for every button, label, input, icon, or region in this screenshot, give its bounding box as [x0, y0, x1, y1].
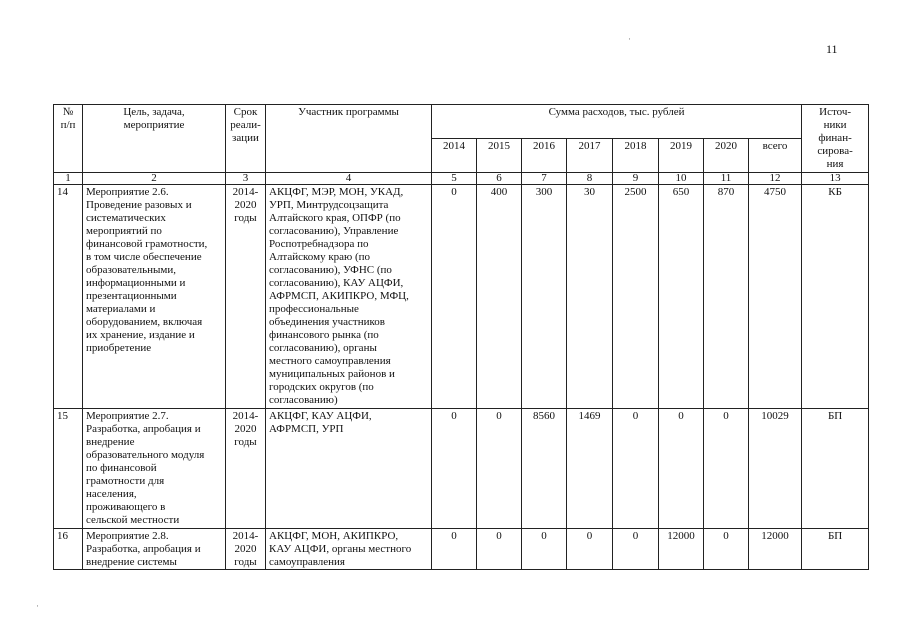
header-total: всего	[749, 138, 802, 172]
table-row	[54, 408, 869, 528]
index-cell: 6	[477, 172, 522, 185]
row-value: 400	[477, 185, 522, 408]
header-participant: Участник программы	[266, 105, 432, 173]
row-value: 0	[613, 528, 659, 570]
row-value: 870	[704, 185, 749, 408]
row-value: 0	[567, 528, 613, 570]
header-source: Источ- ники финан- сирова- ния	[802, 105, 869, 173]
scan-speck: ·	[36, 601, 39, 611]
row-num: 16	[54, 528, 83, 570]
row-value: 0	[432, 185, 477, 408]
row-source: БП	[802, 408, 869, 528]
index-row	[54, 172, 869, 185]
row-value: 0	[477, 528, 522, 570]
row-goal: Мероприятие 2.6. Проведение разовых и систематических мероприятий по финансовой грамотности, в том числе обеспечение образовательными, информационными и презентационными материалами и оборудованием, включая их хранение, издание и приобретение	[83, 185, 226, 408]
header-sum: Сумма расходов, тыс. рублей	[432, 105, 802, 139]
header-row	[54, 105, 869, 139]
row-total: 4750	[749, 185, 802, 408]
expenses-table	[53, 104, 869, 570]
page-number: 11	[826, 42, 838, 56]
scan-speck: ·	[628, 34, 631, 44]
table-row	[54, 528, 869, 570]
header-year: 2014	[432, 138, 477, 172]
row-participant: АКЦФГ, МЭР, МОН, УКАД, УРП, Минтрудсоцзащита Алтайского края, ОПФР (по согласованию), Управление Роспотребнадзора по Алтайскому краю (по согласованию), УФНС (по согласованию), КАУ АЦФИ, АФРМСП, АКИПКРО, МФЦ, профессиональные объединения участников финансового рынка (по согласованию), органы местного самоуправления муниципальных районов и городских округов (по согласованию)	[266, 185, 432, 408]
row-value: 12000	[659, 528, 704, 570]
row-num: 14	[54, 185, 83, 408]
row-total: 10029	[749, 408, 802, 528]
row-value: 1469	[567, 408, 613, 528]
header-num: № п/п	[54, 105, 83, 173]
header-year: 2018	[613, 138, 659, 172]
index-cell: 5	[432, 172, 477, 185]
index-cell: 12	[749, 172, 802, 185]
index-cell: 4	[266, 172, 432, 185]
row-value: 300	[522, 185, 567, 408]
row-value: 0	[704, 528, 749, 570]
row-value: 0	[659, 408, 704, 528]
row-goal: Мероприятие 2.7. Разработка, апробация и внедрение образовательного модуля по финансовой грамотности для населения, проживающего в сельской местности	[83, 408, 226, 528]
row-source: КБ	[802, 185, 869, 408]
index-cell: 7	[522, 172, 567, 185]
row-value: 8560	[522, 408, 567, 528]
row-value: 0	[522, 528, 567, 570]
header-year: 2016	[522, 138, 567, 172]
row-participant: АКЦФГ, КАУ АЦФИ, АФРМСП, УРП	[266, 408, 432, 528]
row-participant: АКЦФГ, МОН, АКИПКРО, КАУ АЦФИ, органы местного самоуправления	[266, 528, 432, 570]
row-term: 2014- 2020 годы	[226, 408, 266, 528]
row-value: 0	[477, 408, 522, 528]
header-term: Срок реали- зации	[226, 105, 266, 173]
index-cell: 9	[613, 172, 659, 185]
header-year: 2019	[659, 138, 704, 172]
row-value: 2500	[613, 185, 659, 408]
row-total: 12000	[749, 528, 802, 570]
row-term: 2014- 2020 годы	[226, 528, 266, 570]
row-term: 2014- 2020 годы	[226, 185, 266, 408]
header-year: 2017	[567, 138, 613, 172]
row-value: 30	[567, 185, 613, 408]
index-cell: 8	[567, 172, 613, 185]
row-goal: Мероприятие 2.8. Разработка, апробация и внедрение системы	[83, 528, 226, 570]
index-cell: 13	[802, 172, 869, 185]
row-num: 15	[54, 408, 83, 528]
header-goal: Цель, задача, мероприятие	[83, 105, 226, 173]
row-value: 0	[432, 528, 477, 570]
table-row	[54, 185, 869, 408]
row-value: 0	[432, 408, 477, 528]
index-cell: 10	[659, 172, 704, 185]
header-year: 2015	[477, 138, 522, 172]
index-cell: 3	[226, 172, 266, 185]
index-cell: 1	[54, 172, 83, 185]
row-value: 650	[659, 185, 704, 408]
header-year: 2020	[704, 138, 749, 172]
row-value: 0	[704, 408, 749, 528]
row-value: 0	[613, 408, 659, 528]
index-cell: 2	[83, 172, 226, 185]
row-source: БП	[802, 528, 869, 570]
index-cell: 11	[704, 172, 749, 185]
